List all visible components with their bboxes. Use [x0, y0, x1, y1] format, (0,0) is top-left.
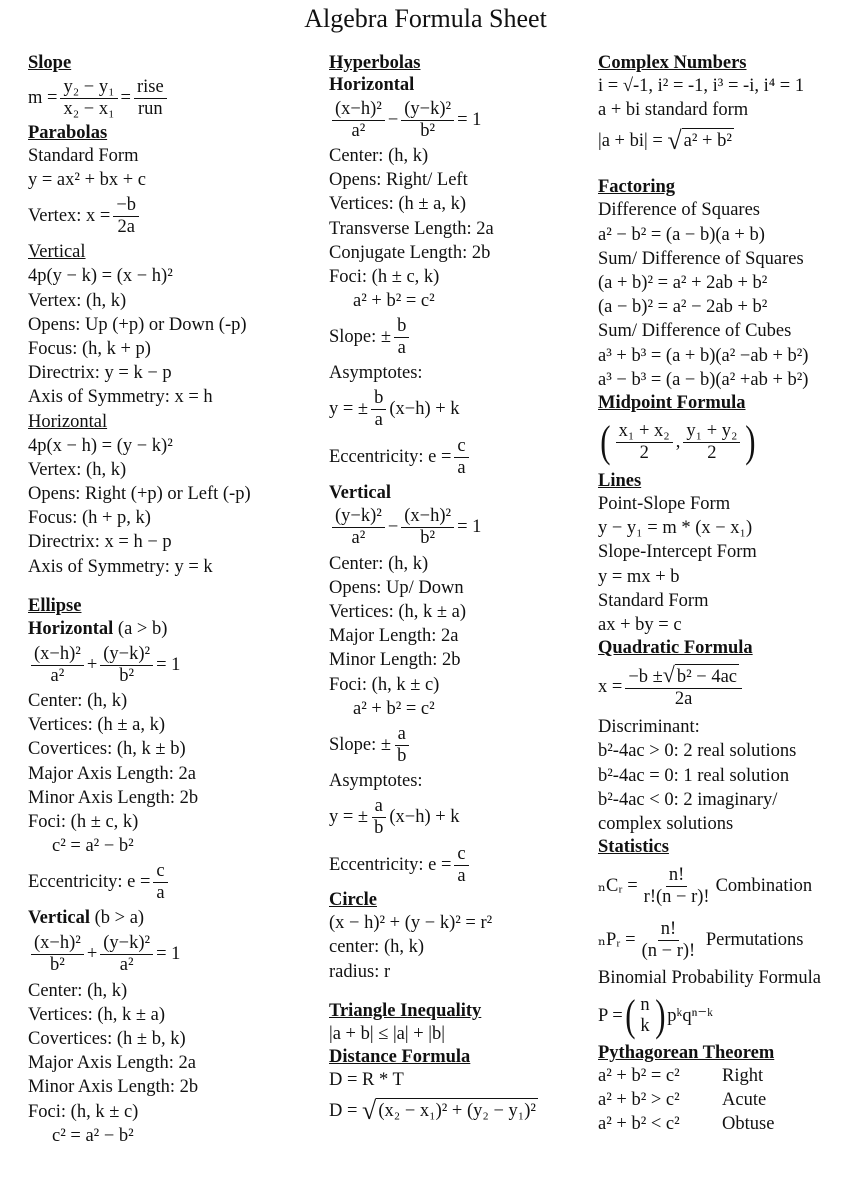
factoring-line: Sum/ Difference of Squares: [598, 248, 804, 269]
fraction-numerator: y₁ + y₂: [683, 421, 740, 443]
fraction-numerator: n!: [658, 919, 679, 941]
fraction-denominator: a: [156, 882, 165, 903]
distance-radical: [362, 1098, 538, 1124]
factoring-line: (a − b)² = a² − 2ab + b²: [598, 297, 768, 318]
left-paren-icon: (: [600, 417, 611, 467]
plus-sign: +: [86, 944, 98, 965]
combination-fraction: [641, 865, 713, 908]
hyperbola-horizontal-line: Center: (h, k): [329, 146, 429, 166]
distance-eq-rate: D = R * T: [329, 1070, 404, 1091]
fraction-numerator: (y−k)²: [100, 933, 153, 955]
discriminant-line: b²-4ac > 0: 2 real solutions: [598, 741, 797, 762]
equation-fraction: [31, 933, 84, 976]
discriminant-line: complex solutions: [598, 814, 734, 835]
discriminant-radical: [663, 664, 739, 688]
discriminant-line: b²-4ac < 0: 2 imaginary/: [598, 789, 778, 810]
parabola-vertical-heading: Vertical: [28, 242, 86, 263]
radical-sign-icon: √: [667, 126, 682, 156]
fraction-numerator: b: [394, 316, 409, 338]
fraction-denominator: b²: [119, 665, 135, 686]
hyperbola-vertical-asymptote-eq: [329, 793, 591, 841]
binomial-formula: [598, 990, 851, 1042]
binomial-top: n: [640, 995, 650, 1016]
fraction-denominator: b²: [420, 528, 436, 549]
ellipse-horizontal-line: Vertices: (h ± a, k): [28, 715, 166, 736]
fraction-numerator: (y−k)²: [332, 506, 385, 528]
asymptote-lhs: y = ±: [329, 399, 369, 420]
equation-fraction: [401, 506, 454, 549]
fraction-numerator: a: [395, 724, 409, 746]
ellipse-vertical-foci-relation: c² = a² − b²: [52, 1125, 134, 1146]
midpoint-x-fraction: [616, 421, 673, 464]
quadratic-heading: Quadratic Formula: [598, 638, 753, 659]
fraction-denominator: a²: [119, 955, 134, 976]
vertex-denominator: 2a: [117, 216, 135, 237]
equation-fraction: [100, 644, 153, 687]
radicand: (x₂ − x₁)² + (y₂ − y₁)²: [376, 1098, 538, 1124]
pythagorean-heading: Pythagorean Theorem: [598, 1043, 775, 1064]
circle-line: radius: r: [329, 961, 391, 982]
permutation-formula: [598, 914, 851, 966]
fraction-denominator: 2: [707, 442, 717, 463]
lines-line: ax + by = c: [598, 615, 682, 636]
equation-fraction: [332, 99, 385, 142]
eccentricity-fraction: [153, 861, 167, 904]
ellipse-horizontal-heading: Horizontal: [28, 618, 114, 639]
binomial-rhs: pᵏqⁿ⁻ᵏ: [667, 1006, 713, 1027]
asymptote-rhs: (x−h) + k: [389, 399, 460, 420]
modulus-radical: [667, 128, 734, 154]
column-right: [598, 52, 851, 1136]
combination-label: Combination: [715, 875, 813, 896]
pythagorean-table: [598, 1064, 851, 1136]
factoring-line: Sum/ Difference of Cubes: [598, 321, 792, 342]
equation-rhs: = 1: [156, 654, 181, 675]
hyperbola-vertical-line: Opens: Up/ Down: [329, 577, 464, 598]
factoring-line: Difference of Squares: [598, 200, 760, 221]
ellipse-vertical-line: Minor Axis Length: 2b: [28, 1077, 199, 1098]
quadratic-formula: [598, 659, 851, 715]
equation-rhs: = 1: [156, 944, 181, 965]
fraction-numerator: c: [454, 436, 468, 458]
lines-line: Slope-Intercept Form: [598, 542, 757, 563]
fraction-numerator: (y−k)²: [401, 99, 454, 121]
fraction-denominator: b²: [50, 955, 65, 976]
hyperbola-vertical-asymptotes-label: Asymptotes:: [329, 771, 423, 792]
ellipse-horizontal-foci-relation: c² = a² − b²: [52, 836, 134, 857]
page-title: Algebra Formula Sheet: [304, 4, 547, 33]
ellipse-vertical-equation: [28, 931, 318, 979]
factoring-line: (a + b)² = a² + 2ab + b²: [598, 273, 768, 294]
quadratic-numerator: [625, 664, 742, 689]
parabola-horizontal-heading: Horizontal: [28, 411, 108, 432]
pythagorean-label: Right: [722, 1066, 764, 1087]
ellipse-vertical-subheading: [28, 906, 318, 930]
hyperbola-horizontal-heading: Horizontal: [329, 75, 415, 95]
hyperbola-vertical-line: Vertices: (h, k ± a): [329, 602, 467, 623]
pythagorean-label: Obtuse: [722, 1114, 775, 1135]
slope-fraction: [60, 77, 117, 120]
fraction-numerator: (x−h)²: [31, 644, 84, 666]
binomial-bottom: k: [640, 1016, 650, 1037]
factoring-line: a³ + b³ = (a + b)(a² −ab + b²): [598, 345, 809, 366]
fraction-denominator: (n − r)!: [641, 940, 696, 961]
slope-formula: [28, 74, 318, 122]
parabola-vertex-formula: [28, 192, 318, 240]
column-left: [28, 52, 318, 1148]
hyperbola-vertical-eccentricity: [329, 841, 591, 889]
ellipse-horizontal-condition: (a > b): [113, 618, 168, 639]
asymptote-lhs: y = ±: [329, 806, 369, 827]
pythagorean-eq: a² + b² < c²: [598, 1114, 680, 1135]
eccentricity-label: Eccentricity: e =: [28, 871, 151, 892]
complex-numbers-heading: Complex Numbers: [598, 53, 747, 73]
hyperbola-horizontal-asymptote-eq: [329, 386, 591, 434]
ellipse-vertical-line: Vertices: (h, k ± a): [28, 1004, 166, 1025]
equation-fraction: [332, 506, 385, 549]
parabola-horizontal-line: Focus: (h + p, k): [28, 508, 151, 529]
hyperbola-vertical-slope: [329, 721, 591, 769]
slope-heading: Slope: [28, 53, 72, 73]
fraction-numerator: (y−k)²: [100, 644, 153, 666]
parabola-vertical-line: Vertex: (h, k): [28, 290, 127, 311]
minus-sign: −: [387, 517, 399, 538]
asymptote-fraction: [371, 796, 386, 839]
permutation-fraction: [639, 919, 699, 962]
lines-line: y = mx + b: [598, 566, 680, 587]
numerator-prefix: −b ±: [628, 667, 663, 688]
hyperbolas-heading: Hyperbolas: [329, 53, 421, 73]
permutation-label: Permutations: [705, 929, 804, 950]
hyperbola-horizontal-eccentricity: [329, 434, 591, 482]
hyperbola-horizontal-slope: [329, 313, 591, 361]
hyperbola-vertical-line: Foci: (h, k ± c): [329, 674, 440, 695]
fraction-numerator: (x−h)²: [31, 933, 84, 955]
fraction-numerator: c: [454, 844, 468, 866]
equation-rhs: = 1: [457, 517, 482, 538]
eccentricity-label: Eccentricity: e =: [329, 447, 452, 468]
fraction-denominator: a: [457, 865, 466, 886]
fraction-numerator: x₁ + x₂: [616, 421, 673, 443]
slope-label: Slope: ±: [329, 326, 392, 347]
ellipse-vertical-line: Covertices: (h ± b, k): [28, 1029, 186, 1050]
hyperbola-vertical-line: Center: (h, k): [329, 553, 429, 574]
midpoint-heading: Midpoint Formula: [598, 393, 746, 414]
lines-heading: Lines: [598, 471, 642, 492]
hyperbola-horizontal-line: Opens: Right/ Left: [329, 170, 468, 191]
fraction-denominator: 2: [639, 442, 649, 463]
parabola-horizontal-line: Opens: Right (+p) or Left (-p): [28, 484, 251, 505]
ellipse-horizontal-line: Covertices: (h, k ± b): [28, 739, 186, 760]
parabola-vertical-line: 4p(y − k) = (x − h)²: [28, 266, 173, 287]
pythagorean-label: Acute: [722, 1090, 767, 1111]
hyperbola-horizontal-foci-relation: a² + b² = c²: [353, 291, 435, 312]
circle-line: center: (h, k): [329, 937, 425, 958]
distance-formula-heading: Distance Formula: [329, 1047, 471, 1068]
binomial-coefficient: [640, 995, 649, 1037]
modulus-lhs: |a + bi| =: [598, 130, 663, 151]
fraction-denominator: a²: [351, 528, 366, 549]
discriminant-label: Discriminant:: [598, 717, 700, 738]
triangle-inequality-heading: Triangle Inequality: [329, 1000, 482, 1021]
vertex-label: Vertex: x =: [28, 205, 111, 226]
equation-fraction: [100, 933, 153, 976]
fraction-numerator: c: [153, 861, 167, 883]
slope-lhs: m =: [28, 87, 58, 108]
eccentricity-fraction: [454, 844, 468, 887]
ellipse-horizontal-line: Major Axis Length: 2a: [28, 763, 197, 784]
hyperbola-horizontal-line: Vertices: (h ± a, k): [329, 194, 467, 215]
parabolas-heading: Parabolas: [28, 123, 108, 143]
quadratic-denominator: 2a: [674, 689, 693, 710]
rise-text: rise: [134, 77, 167, 99]
midpoint-y-fraction: [683, 421, 740, 464]
radicand: a² + b²: [682, 128, 734, 154]
factoring-line: a³ − b³ = (a − b)(a² +ab + b²): [598, 369, 809, 390]
discriminant-line: b²-4ac = 0: 1 real solution: [598, 765, 790, 786]
parabola-vertical-line: Focus: (h, k + p): [28, 339, 151, 360]
parabola-vertical-line: Opens: Up (+p) or Down (-p): [28, 314, 247, 335]
ellipse-vertical-line: Major Axis Length: 2a: [28, 1053, 197, 1074]
vertex-fraction: [113, 195, 139, 238]
hyperbola-horizontal-equation: [329, 96, 591, 144]
fraction-denominator: a²: [50, 665, 65, 686]
slope-fraction: [394, 316, 409, 359]
ellipse-horizontal-line: Minor Axis Length: 2b: [28, 787, 199, 808]
slope-denominator: x₂ − x₁: [63, 98, 115, 119]
ellipse-heading: Ellipse: [28, 595, 82, 616]
fraction-numerator: b: [371, 388, 386, 410]
hyperbola-vertical-line: Minor Length: 2b: [329, 650, 461, 671]
triangle-inequality-eq: |a + b| ≤ |a| + |b|: [329, 1023, 445, 1044]
fraction-denominator: b: [397, 745, 407, 766]
lines-line: y − y₁ = m * (x − x₁): [598, 518, 753, 539]
run-text: run: [138, 98, 163, 119]
factoring-heading: Factoring: [598, 177, 676, 198]
plus-sign: +: [86, 654, 98, 675]
hyperbola-vertical-foci-relation: a² + b² = c²: [353, 698, 435, 719]
parabola-vertical-line: Directrix: y = k − p: [28, 363, 172, 384]
ellipse-vertical-line: Center: (h, k): [28, 980, 128, 1001]
hyperbola-vertical-line: Major Length: 2a: [329, 626, 459, 647]
fraction-denominator: a²: [351, 120, 366, 141]
slope-fraction: [394, 724, 409, 767]
hyperbola-horizontal-asymptotes-label: Asymptotes:: [329, 363, 423, 384]
binomial-lhs: P =: [598, 1005, 623, 1026]
parabola-standard-label: Standard Form: [28, 146, 139, 166]
vertex-numerator: −b: [113, 195, 139, 217]
quadratic-lhs: x =: [598, 676, 623, 697]
lines-line: Point-Slope Form: [598, 494, 731, 515]
equation-fraction: [401, 99, 454, 142]
permutation-lhs: ₙPᵣ =: [598, 930, 636, 951]
fraction-denominator: b²: [420, 120, 436, 141]
pythagorean-eq: a² + b² > c²: [598, 1090, 680, 1111]
fraction-denominator: a: [374, 410, 383, 431]
parabola-standard-eq: y = ax² + bx + c: [28, 170, 147, 191]
comma: ,: [675, 431, 681, 452]
ellipse-vertical-heading: Vertical: [28, 908, 90, 929]
right-paren-icon: ): [654, 991, 666, 1041]
hyperbola-horizontal-line: Conjugate Length: 2b: [329, 242, 491, 263]
ellipse-horizontal-equation: [28, 641, 318, 689]
slope-numerator: y₂ − y₁: [60, 77, 117, 99]
fraction-numerator: (x−h)²: [332, 99, 385, 121]
statistics-heading: Statistics: [598, 837, 669, 858]
fraction-numerator: (x−h)²: [401, 506, 454, 528]
parabola-horizontal-line: Axis of Symmetry: y = k: [28, 556, 213, 577]
parabola-horizontal-line: 4p(x − h) = (y − k)²: [28, 435, 173, 456]
asymptote-rhs: (x−h) + k: [389, 806, 460, 827]
pythagorean-eq: a² + b² = c²: [598, 1066, 680, 1087]
left-paren-icon: (: [624, 991, 636, 1041]
rise-run-fraction: [134, 77, 167, 120]
hyperbola-vertical-equation: [329, 504, 591, 552]
ellipse-vertical-condition: (b > a): [90, 908, 145, 929]
factoring-line: a² − b² = (a − b)(a + b): [598, 224, 765, 245]
fraction-numerator: a: [372, 796, 386, 818]
fraction-denominator: b: [374, 817, 384, 838]
quadratic-fraction: [625, 664, 742, 710]
parabola-horizontal-line: Vertex: (h, k): [28, 459, 127, 480]
equation-fraction: [31, 644, 84, 687]
eccentricity-label: Eccentricity: e =: [329, 854, 452, 875]
complex-identities: i = √-1, i² = -1, i³ = -i, i⁴ = 1: [598, 76, 805, 96]
hyperbola-horizontal-line: Transverse Length: 2a: [329, 218, 494, 239]
combination-formula: [598, 858, 851, 914]
parabola-horizontal-line: Directrix: x = h − p: [28, 532, 172, 553]
column-middle: [329, 52, 591, 1130]
fraction-denominator: r!(n − r)!: [643, 886, 710, 907]
distance-eq-coordinates: [329, 1092, 591, 1130]
ellipse-vertical-line: Foci: (h, k ± c): [28, 1101, 139, 1122]
equation-rhs: = 1: [457, 109, 482, 130]
parabola-vertical-line: Axis of Symmetry: x = h: [28, 387, 213, 408]
fraction-denominator: a: [457, 458, 466, 479]
radical-sign-icon: √: [662, 662, 675, 688]
circle-heading: Circle: [329, 890, 377, 911]
eccentricity-fraction: [454, 436, 468, 479]
radicand: b² − 4ac: [675, 664, 739, 688]
right-paren-icon: ): [745, 417, 756, 467]
ellipse-horizontal-subheading: [28, 617, 318, 641]
complex-standard-form: a + bi standard form: [598, 100, 749, 121]
ellipse-horizontal-line: Foci: (h ± c, k): [28, 812, 139, 833]
radical-sign-icon: √: [362, 1096, 377, 1126]
lines-line: Standard Form: [598, 590, 709, 611]
asymptote-fraction: [371, 388, 386, 431]
hyperbola-vertical-heading: Vertical: [329, 482, 391, 503]
slope-equals: =: [120, 87, 131, 108]
circle-line: (x − h)² + (y − k)² = r²: [329, 913, 493, 934]
midpoint-formula: [598, 414, 851, 470]
minus-sign: −: [387, 109, 399, 130]
ellipse-horizontal-line: Center: (h, k): [28, 691, 128, 712]
fraction-numerator: n!: [666, 865, 687, 887]
fraction-denominator: a: [397, 337, 406, 358]
binomial-label: Binomial Probability Formula: [598, 968, 822, 989]
slope-label: Slope: ±: [329, 734, 392, 755]
distance-lhs: D =: [329, 1100, 358, 1121]
ellipse-eccentricity: [28, 858, 318, 906]
combination-lhs: ₙCᵣ =: [598, 876, 638, 897]
complex-modulus: [598, 122, 851, 160]
hyperbola-horizontal-line: Foci: (h ± c, k): [329, 267, 440, 288]
